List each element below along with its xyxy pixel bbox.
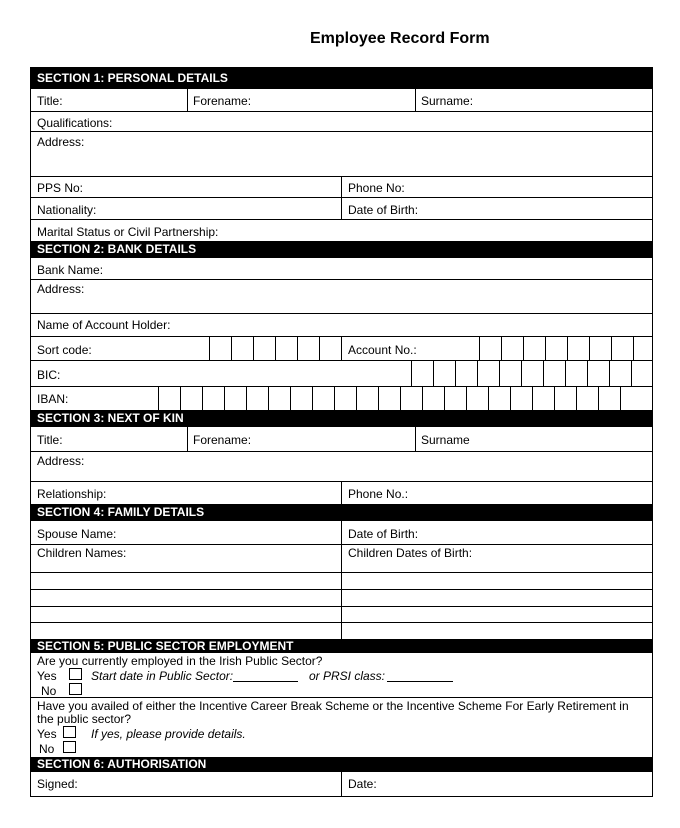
spouse-row	[31, 521, 652, 545]
dob-label: Date of Birth:	[348, 203, 419, 217]
children-row	[31, 573, 652, 590]
kin-address-row	[31, 452, 652, 482]
marital-label: Marital Status or Civil Partnership:	[37, 225, 219, 239]
yes-checkbox[interactable]	[69, 668, 82, 680]
bank-address-row	[31, 280, 652, 314]
question-2-line-2: the public sector?	[37, 712, 132, 726]
section-3-header: SECTION 3: NEXT OF KIN	[31, 410, 652, 427]
title-label: Title:	[37, 94, 63, 108]
sort-account-row	[31, 337, 652, 361]
spouse-label: Spouse Name:	[37, 527, 117, 541]
bic-row	[31, 361, 652, 387]
scheme-no-checkbox[interactable]	[63, 741, 76, 753]
personal-name-row	[31, 89, 652, 112]
start-date-field[interactable]	[233, 681, 298, 682]
section-4-header: SECTION 4: FAMILY DETAILS	[31, 504, 652, 521]
children-dob-label: Children Dates of Birth:	[348, 546, 473, 560]
question-1-text: Are you currently employed in the Irish Public Sector?	[37, 654, 323, 668]
relationship-phone-row	[31, 482, 652, 504]
forename-label: Forename:	[193, 94, 252, 108]
kin-forename-label: Forename:	[193, 433, 252, 447]
iban-row	[31, 387, 652, 410]
children-label: Children Names:	[37, 546, 127, 560]
children-row	[31, 623, 652, 639]
marital-row	[31, 220, 652, 241]
account-no-label: Account No.:	[348, 343, 417, 357]
yes-label: Yes	[37, 669, 57, 683]
scheme-yes-label: Yes	[37, 727, 57, 741]
section-1-header: SECTION 1: PERSONAL DETAILS	[31, 68, 652, 89]
form-title: Employee Record Form	[310, 30, 490, 47]
qualifications-label: Qualifications:	[37, 116, 113, 130]
surname-label: Surname:	[421, 94, 474, 108]
spouse-dob-label: Date of Birth:	[348, 527, 419, 541]
no-label: No	[41, 684, 57, 698]
bank-address-label: Address:	[37, 282, 85, 296]
kin-title-label: Title:	[37, 433, 63, 447]
address-label: Address:	[37, 135, 85, 149]
kin-address-label: Address:	[37, 454, 85, 468]
pps-phone-row	[31, 177, 652, 198]
no-checkbox[interactable]	[69, 683, 82, 695]
public-sector-question-1	[31, 653, 652, 698]
signed-label: Signed:	[37, 777, 78, 791]
bank-name-row	[31, 258, 652, 280]
date-label: Date:	[348, 777, 377, 791]
account-holder-label: Name of Account Holder:	[37, 318, 171, 332]
bank-name-label: Bank Name:	[37, 263, 104, 277]
bic-label: BIC:	[37, 368, 61, 382]
public-sector-question-2	[31, 698, 652, 758]
employee-record-form	[30, 67, 653, 797]
relationship-label: Relationship:	[37, 487, 107, 501]
iban-label: IBAN:	[37, 392, 69, 406]
children-header-row	[31, 545, 652, 573]
scheme-no-label: No	[39, 742, 55, 756]
sort-code-label: Sort code:	[37, 343, 92, 357]
pps-label: PPS No:	[37, 181, 84, 195]
qualifications-row	[31, 112, 652, 132]
if-yes-label: If yes, please provide details.	[91, 727, 246, 741]
children-row	[31, 590, 652, 607]
section-6-header: SECTION 6: AUTHORISATION	[31, 757, 652, 772]
start-date-label: Start date in Public Sector:	[91, 669, 234, 683]
address-row	[31, 132, 652, 177]
kin-surname-label: Surname	[421, 433, 470, 447]
phone-label: Phone No:	[348, 181, 405, 195]
prsi-class-field[interactable]	[387, 681, 453, 682]
kin-phone-label: Phone No.:	[348, 487, 409, 501]
children-row	[31, 607, 652, 623]
nationality-dob-row	[31, 198, 652, 220]
scheme-yes-checkbox[interactable]	[63, 726, 76, 738]
nationality-label: Nationality:	[37, 203, 97, 217]
section-2-header: SECTION 2: BANK DETAILS	[31, 241, 652, 258]
authorisation-row	[31, 772, 652, 796]
question-2-line-1: Have you availed of either the Incentive Career Break Scheme or the Incentive Scheme For Early Retirement in	[37, 699, 629, 713]
prsi-label: or PRSI class:	[309, 669, 386, 683]
kin-name-row	[31, 427, 652, 452]
section-5-header: SECTION 5: PUBLIC SECTOR EMPLOYMENT	[31, 639, 652, 653]
account-holder-row	[31, 314, 652, 337]
